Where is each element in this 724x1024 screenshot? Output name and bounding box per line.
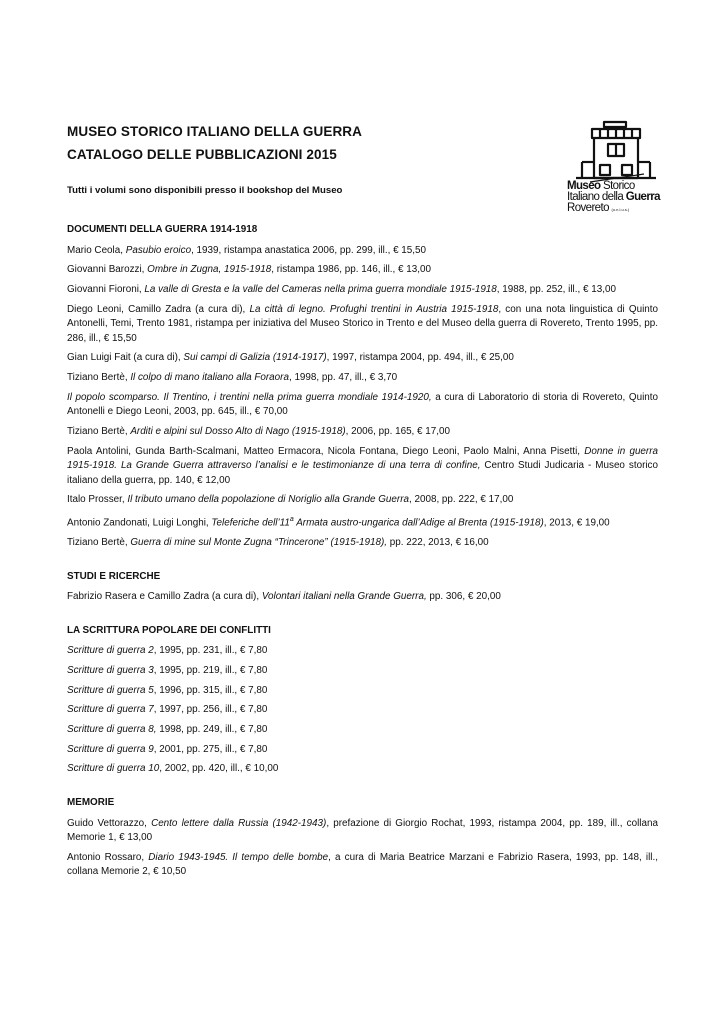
italic-title-text: Ombre in Zugna, 1915-1918: [147, 264, 272, 276]
section-heading: MEMORIE: [67, 797, 115, 809]
logo-line-2: Italiano della Guerra: [567, 191, 660, 203]
entry-text: , 1996, pp. 315, ill., € 7,80: [153, 684, 268, 696]
section-heading: DOCUMENTI DELLA GUERRA 1914-1918: [67, 224, 258, 235]
entry-text: , 2001, pp. 275, ill., € 7,80: [153, 743, 268, 755]
catalog-entry: [67, 351, 658, 366]
entry-text: , 2002, pp. 420, ill., € 10,00: [159, 763, 279, 775]
italic-title-text: Scritture di guerra 9: [67, 743, 154, 755]
catalog-entry: [67, 644, 658, 659]
entry-text: Diego Leoni, Camillo Zadra (a cura di),: [67, 303, 250, 315]
entry-text: , ristampa 1986, pp. 146, ill., € 13,00: [271, 264, 431, 276]
italic-title-text: Il colpo di mano italiano alla Foraora: [130, 371, 289, 383]
catalog-entry: [67, 743, 658, 758]
italic-title-text: Donne in guerra 1915-1918. La Grande Guerra attraverso l’analisi e le testimonianze di una terra di confine,: [67, 445, 658, 471]
intro-note: Tutti i volumi sono disponibili presso il bookshop del Museo: [67, 185, 343, 196]
italic-title-text: Cento lettere dalla Russia (1942-1943): [151, 817, 327, 829]
entry-text: , a cura di Maria Beatrice Marzani e Fabrizio Rasera, 1993, pp. 148, ill., collana Memorie 2, € 10,50: [67, 851, 658, 878]
entry-text: Fabrizio Rasera e Camillo Zadra (a cura di),: [67, 591, 262, 603]
entry-text: , 2008, pp. 222, € 17,00: [408, 494, 514, 506]
catalog-section: [67, 223, 658, 550]
section-spacer: [67, 556, 658, 570]
italic-title-text: Scritture di guerra 10: [67, 763, 160, 775]
catalog-entry: [67, 590, 658, 605]
logo-line-3: Rovereto (o.n.l.u.s.): [567, 202, 630, 214]
entry-text: 1998, pp. 249, ill., € 7,80: [156, 723, 268, 735]
entry-text: Antonio Rossaro,: [67, 851, 149, 863]
entry-text: Giovanni Fioroni,: [67, 283, 145, 295]
logo-line-1: Museo Storico: [567, 180, 635, 192]
entry-text: pp. 222, 2013, € 16,00: [387, 536, 489, 548]
superscript-text: a: [289, 515, 294, 523]
entry-text: , 1995, pp. 231, ill., € 7,80: [153, 645, 268, 657]
italic-title-text: Pasubio eroico: [125, 244, 192, 256]
catalog-entry: [67, 425, 658, 440]
italic-title-text: La città di legno. Profughi trentini in Austria 1915-1918: [249, 303, 499, 315]
entry-text: Tiziano Bertè,: [67, 536, 131, 548]
entry-text: Mario Ceola,: [67, 244, 126, 256]
italic-title-text: Scritture di guerra 2: [67, 645, 154, 657]
catalog-entry: [67, 493, 658, 508]
catalog-content: [67, 223, 658, 885]
catalog-entry: [67, 723, 658, 738]
entry-text: , 1995, pp. 219, ill., € 7,80: [153, 664, 268, 676]
italic-title-text: Arditi e alpini sul Dosso Alto di Nago (1915-1918): [130, 425, 346, 437]
catalog-entry: [67, 851, 658, 880]
catalog-section: [67, 624, 658, 777]
italic-title-text: Armata austro-ungarica dall’Adige al Brenta (1915-1918): [293, 517, 544, 529]
italic-title-text: Scritture di guerra 7: [67, 704, 154, 716]
entry-text: Giovanni Barozzi,: [67, 264, 148, 276]
italic-title-text: Scritture di guerra 5: [67, 684, 154, 696]
italic-title-text: Scritture di guerra 8,: [67, 723, 157, 735]
catalog-entry: [67, 513, 658, 531]
document-subtitle: CATALOGO DELLE PUBBLICAZIONI 2015: [67, 147, 337, 162]
catalog-entry: [67, 263, 658, 278]
entry-text: , 1998, pp. 47, ill., € 3,70: [288, 371, 398, 383]
catalog-entry: [67, 684, 658, 699]
catalog-entry: [67, 371, 658, 386]
entry-text: Italo Prosser,: [67, 494, 128, 506]
entry-text: , 1939, ristampa anastatica 2006, pp. 299, ill., € 15,50: [191, 244, 427, 256]
catalog-section: [67, 796, 658, 880]
entry-text: Guido Vettorazzo,: [67, 817, 152, 829]
catalog-entry: [67, 664, 658, 679]
catalog-section: [67, 570, 658, 605]
entry-text: Tiziano Bertè,: [67, 425, 131, 437]
italic-title-text: Teleferiche dell’11: [211, 517, 290, 529]
section-heading: STUDI E RICERCHE: [67, 570, 161, 582]
catalog-entry: [67, 536, 658, 551]
italic-title-text: Volontari italiani nella Grande Guerra,: [261, 591, 427, 603]
entry-text: pp. 306, € 20,00: [426, 591, 501, 603]
italic-title-text: La valle di Gresta e la valle del Cameras nella prima guerra mondiale 1915-1918: [144, 283, 497, 295]
catalog-entry: [67, 391, 658, 420]
entry-text: , 2006, pp. 165, € 17,00: [345, 425, 450, 437]
entry-text: Tiziano Bertè,: [67, 371, 131, 383]
catalog-entry: [67, 283, 658, 298]
italic-title-text: Scritture di guerra 3: [67, 664, 154, 676]
italic-title-text: Guerra di mine sul Monte Zugna “Trincerone” (1915-1918),: [130, 536, 387, 548]
entry-text: , 2013, € 19,00: [543, 517, 610, 529]
document-title: MUSEO STORICO ITALIANO DELLA GUERRA: [67, 124, 363, 139]
museum-logo-wordmark: [567, 181, 667, 215]
section-heading: LA SCRITTURA POPOLARE DEI CONFLITTI: [67, 624, 271, 636]
catalog-entry: [67, 703, 658, 718]
italic-title-text: Diario 1943-1945. Il tempo delle bombe: [148, 851, 329, 863]
italic-title-text: Il popolo scomparso. Il Trentino, i trentini nella prima guerra mondiale 1914-1920,: [67, 391, 432, 403]
entry-text: , con una nota linguistica di Quinto Antonelli, Temi, Trento 1981, ristampa per iniziativa del Museo Storico in Trento e del Museo della guerra di Rovereto, Trento 1995, pp. 286, ill., € 15,50: [67, 303, 659, 344]
catalog-entry: [67, 445, 658, 489]
catalog-entry: [67, 762, 658, 777]
entry-text: Antonio Zandonati, Luigi Longhi,: [67, 517, 212, 529]
section-spacer: [67, 782, 658, 796]
italic-title-text: Sui campi di Galizia (1914-1917): [183, 352, 327, 364]
section-spacer: [67, 610, 658, 624]
entry-text: , 1997, ristampa 2004, pp. 494, ill., € 25,00: [326, 352, 514, 364]
entry-text: , 1988, pp. 252, ill., € 13,00: [496, 283, 616, 295]
italic-title-text: Il tributo umano della popolazione di Noriglio alla Grande Guerra: [127, 494, 409, 506]
entry-text: , prefazione di Giorgio Rochat, 1993, ristampa 2004, pp. 189, ill., collana Memorie 1, € 13,00: [67, 817, 658, 844]
catalog-entry: [67, 303, 658, 347]
catalog-entry: [67, 244, 658, 259]
catalog-entry: [67, 817, 658, 846]
entry-text: Centro Studi Judicaria - Museo storico italiano della guerra, pp. 140, € 12,00: [67, 460, 658, 486]
entry-text: , 1997, pp. 256, ill., € 7,80: [153, 704, 268, 716]
entry-text: Paola Antolini, Gunda Barth-Scalmani, Matteo Ermacora, Nicola Fontana, Diego Leoni, Paolo Malni, Anna Pisetti,: [67, 445, 585, 457]
entry-text: a cura di Laboratorio di storia di Rovereto, Quinto Antonelli e Diego Leoni, 2003, pp. 645, ill., € 70,00: [67, 391, 658, 418]
entry-text: Gian Luigi Fait (a cura di),: [67, 352, 184, 364]
